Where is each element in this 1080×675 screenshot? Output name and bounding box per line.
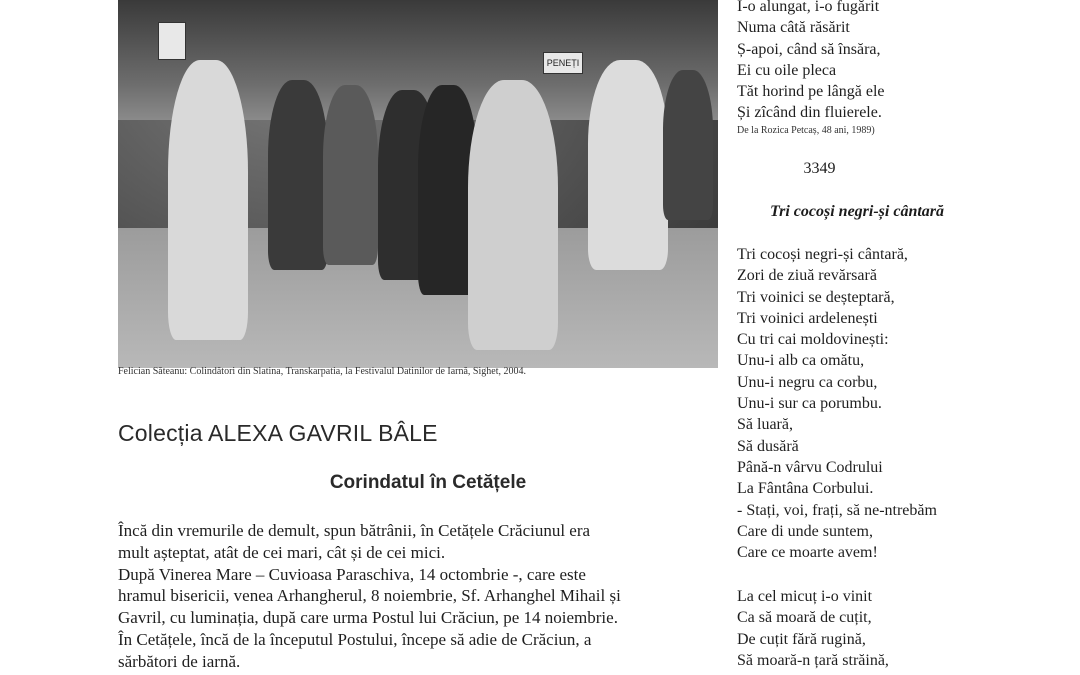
body-line: hramul bisericii, venea Arhangherul, 8 noiembrie, Sf. Arhanghel Mihail și (118, 586, 621, 606)
body-line: mult așteptat, atât de cei mari, cât și de cei mici. (118, 542, 446, 562)
photograph-colindatori (118, 0, 718, 368)
body-line: După Vinerea Mare – Cuvioasa Paraschiva, 14 octombrie -, care este (118, 564, 586, 584)
verse-line: I-o alungat, i-o fugărit (737, 0, 880, 15)
verse-line: Tri cocoși negri-și cântară, (737, 246, 908, 263)
photo-figure (588, 60, 668, 270)
verse-line: Zori de ziuă revărsară (737, 267, 877, 285)
poem-number: 3349 (803, 160, 836, 177)
verse-line: La Fântâna Corbului. (737, 480, 874, 498)
verse-line: Unu-i sur ca porumbu. (737, 395, 882, 413)
photo-sign: PENEȚI (543, 52, 583, 74)
collection-title: Colecția ALEXA GAVRIL BÂLE (118, 420, 438, 446)
verse-source: De la Rozica Petcaș, 48 ani, 1989) (737, 124, 875, 136)
photo-caption: Felician Săteanu: Colindători din Slatina, Transkarpatia, la Festivalul Datinilor de Iarnă, Sighet, 2004. (118, 366, 526, 377)
verse-line: Care di unde suntem, (737, 522, 873, 540)
body-line: Gavril, cu luminația, după care urma Postul lui Crăciun, pe 14 noiembrie. (118, 608, 618, 628)
verse-line: Până-n vârvu Codrului (737, 458, 883, 476)
verse-line: Tri voinici ardelenești (737, 309, 878, 327)
photo-figure (468, 80, 558, 350)
verse-line: Unu-i alb ca omătu, (737, 352, 865, 370)
verse-line: Ca să moară de cuțit, (737, 609, 872, 627)
verse-line: Ei cu oile pleca (737, 61, 837, 79)
poem-title: Tri cocoși negri-și cântară (769, 203, 945, 220)
verse-top (737, 0, 885, 138)
body-line: sărbători de iarnă. (118, 651, 241, 671)
photo-figure (663, 70, 713, 220)
verse-line: Unu-i negru ca corbu, (737, 373, 878, 391)
photo-figure (268, 80, 328, 270)
verse-line: Tăt horind pe lângă ele (737, 83, 885, 101)
verse-line: Care ce moarte avem! (737, 544, 878, 562)
body-text (118, 520, 713, 673)
verse-line: Cu tri cai moldovinești: (737, 331, 889, 349)
section-title: Corindatul în Cetățele (329, 472, 527, 493)
verse-line: Să luară, (737, 416, 793, 434)
verse-line: Numa câtă răsărit (737, 19, 850, 37)
photo-figure (168, 60, 248, 340)
verse-last (737, 586, 889, 671)
verse-line: Ș-apoi, când să însăra, (737, 40, 881, 58)
verse-line: Și zîcând din fluierele. (737, 104, 882, 122)
photo-figure (323, 85, 378, 265)
verse-line: De cuțit fără rugină, (737, 630, 866, 648)
body-line: Încă din vremurile de demult, spun bătrânii, în Cetățele Crăciunul era (118, 521, 591, 540)
verse-line: La cel micuț i-o vinit (737, 588, 873, 605)
verse-line: Tri voinici se deșteptară, (737, 288, 895, 306)
photo-sign (158, 22, 186, 60)
verse-line: Să moară-n țară străină, (737, 651, 889, 669)
verse-line: Să dusără (737, 437, 799, 455)
body-line: În Cetățele, încă de la începutul Postului, începe să adie de Crăciun, a (118, 629, 592, 649)
verse-line: - Stați, voi, frați, să ne-ntrebăm (737, 501, 937, 519)
verse-main (737, 244, 937, 563)
